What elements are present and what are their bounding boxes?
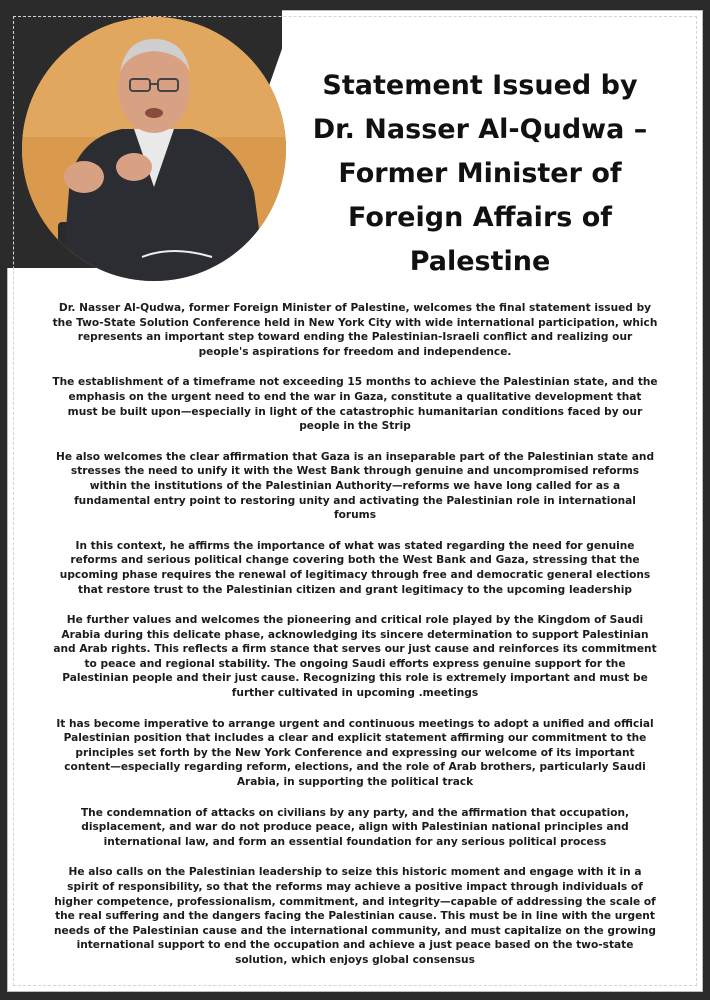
portrait-photo-icon (22, 17, 286, 281)
paragraph-8: He also calls on the Palestinian leadership to seize this historic moment and engage with it in a spirit of responsibility, so that the reforms may achieve a positive impact through individuals of higher competence, professionalism, commitment, and integrity—capable of addressing the scale of the real suffering and the dangers facing the Palestinian cause. This must be in line with the urgent needs of the Palestinian cause and the international community, and must capitalize on the growing international support to end the occupation and achieve a just peace based on the two-state solution, which enjoys global consensus (53, 866, 657, 966)
portrait-photo (22, 17, 286, 281)
statement-title: Statement Issued by Dr. Nasser Al-Qudwa – Former Minister of Foreign Affairs of Palestine (312, 70, 648, 277)
paragraph-3: He also welcomes the clear affirmation that Gaza is an inseparable part of the Palestinian state and stresses the need to unify it with the West Bank through genuine and uncompromised reforms within the institutions of the Palestinian Authority—reforms we have long called for as a fundamental entry point to restoring unity and activating the Palestinian role in international forums (55, 450, 655, 522)
paragraph-5: He further values and welcomes the pioneering and critical role played by the Kingdom of Saudi Arabia during this delicate phase, acknowledging its sincere determination to support Palestinian and Arab rights. This reflects a firm stance that serves our just cause and reinforces its commitment to peace and regional stability. The ongoing Saudi efforts express genuine support for the Palestinian people and their just cause. Recognizing this role is extremely important and must be further cultivated in upcoming .meetings (53, 614, 657, 700)
paragraph-4: In this context, he affirms the importance of what was stated regarding the need for genuine reforms and serious political change covering both the West Bank and Gaza, stressing that the upcoming phase requires the renewal of legitimacy through free and democratic general elections that restore trust to the Palestinian citizen and grant legitimacy to the upcoming leadership (59, 539, 651, 596)
paragraph-6: It has become imperative to arrange urgent and continuous meetings to adopt a unified and official Palestinian position that includes a clear and explicit statement affirming our commitment to the principles set forth by the New York Conference and expressing our welcome of its important content—especially regarding reform, elections, and the role of Arab brothers, particularly Saudi Arabia, in supporting the political track (56, 717, 654, 789)
paragraph-1: Dr. Nasser Al-Qudwa, former Foreign Minister of Palestine, welcomes the final statement issued by the Two-State Solution Conference held in New York City with wide international participation, which represents an important step toward ending the Palestinian-Israeli conflict and realizing our people's aspirations for freedom and independence. (52, 302, 658, 358)
paragraph-2: The establishment of a timeframe not exceeding 15 months to achieve the Palestinian state, and the emphasis on the urgent need to end the war in Gaza, constitute a qualitative development that must be built upon—especially in light of the catastrophic humanitarian conditions faced by our people in the Strip (52, 376, 658, 433)
paragraph-7: The condemnation of attacks on civilians by any party, and the affirmation that occupation, displacement, and war do not produce peace, align with Palestinian national principles and international law, and form an essential foundation for any serious political process (80, 806, 630, 848)
statement-body (52, 301, 658, 984)
